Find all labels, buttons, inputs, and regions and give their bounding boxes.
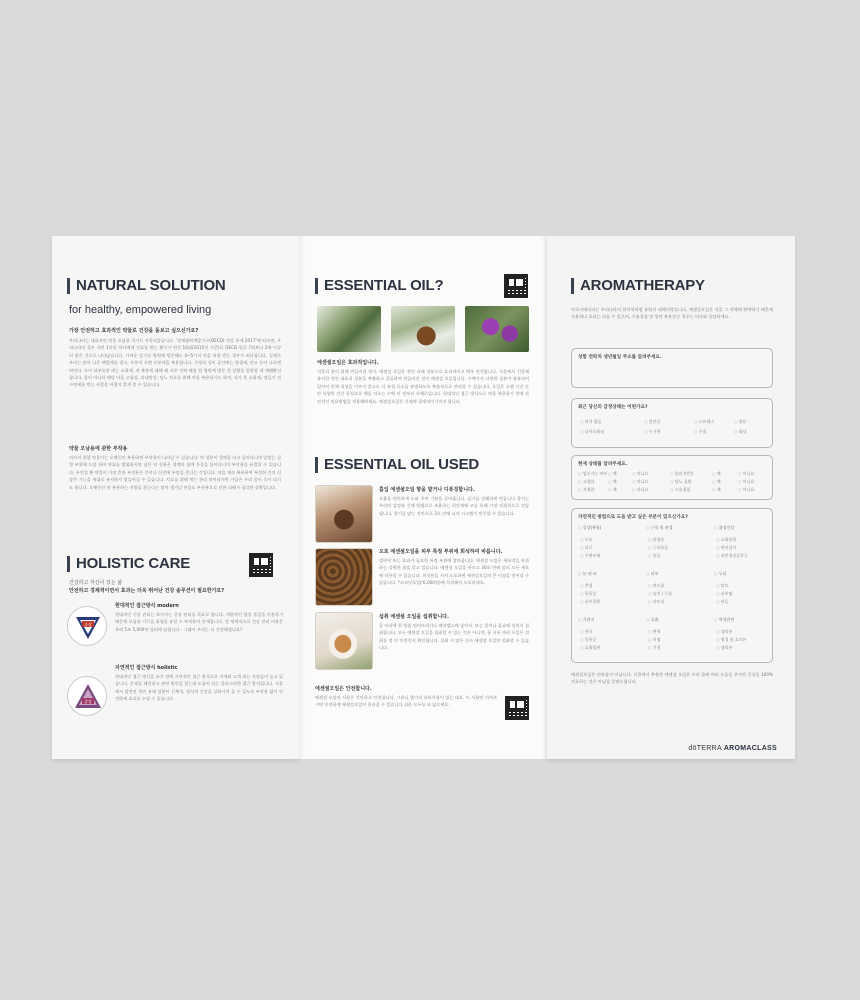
concern-option[interactable]: ○ 피로	[580, 545, 593, 551]
concern-option[interactable]: ○ 아토피	[648, 599, 664, 605]
status-label: ○ 고혈압	[578, 479, 594, 485]
herbs-photo	[317, 306, 381, 352]
use-ingest-title: 섭취 에센셜 오일을 섭취합니다.	[379, 614, 449, 620]
group-name: ○ 위장건강	[714, 525, 734, 531]
holistic-triangle-icon	[67, 676, 107, 716]
aromatherapy-heading: AROMATHERAPY	[571, 278, 705, 294]
concern-option[interactable]: ○ 호흡불편	[580, 645, 600, 651]
group-name: ○ 여성관련	[714, 617, 734, 623]
concerns-box[interactable]	[571, 508, 773, 663]
brand-sub: AROMACLASS	[723, 745, 777, 752]
concern-option[interactable]: ○ 관절통	[648, 537, 664, 543]
emotion-option[interactable]: ○ 우울	[694, 429, 707, 435]
ingest-photo	[315, 612, 373, 670]
status-no[interactable]: ○ 아니요	[738, 479, 754, 485]
status-title: 현재 상태를 알려주세요.	[578, 462, 628, 467]
group-name: ○ 일상(복합)	[578, 525, 601, 531]
status-label: ○ 당뇨 질환	[670, 479, 692, 485]
concern-option[interactable]: ○ 생리통	[716, 645, 732, 651]
status-yes[interactable]: ○ 예	[608, 487, 617, 493]
aromatherapy-intro: 아로마테라피는 우리나라의 한의학처럼 유럽의 대체의학입니다. 에센셜오일은 식물 그 자체에 완벽하기 때문에 사용하다 효과는 다를 수 있으며, 수술경험 및 양약 복용중인 경우는 의사와 상담하세요.	[571, 307, 773, 320]
status-yes[interactable]: ○ 예	[608, 479, 617, 485]
status-yes[interactable]: ○ 예	[712, 471, 721, 477]
concern-option[interactable]: ○ 피부질환	[580, 599, 600, 605]
status-no[interactable]: ○ 아니요	[632, 471, 648, 477]
safe-text: 에센셜 오일의 사용은 간단하고 안전합니다. 그러나 몇가지 유의사항이 있는 데요. 이 사항만 지켜주시면 안전하게 에센셜오일이 올라질 수 있습니다 쉬운 모두를 더 넓으세요.	[315, 695, 497, 708]
concern-option[interactable]: ○ 소화불량	[716, 537, 736, 543]
concern-option[interactable]: ○ 변비설사	[716, 545, 736, 551]
emotion-option[interactable]: ○ 의욕 없음	[580, 419, 602, 425]
group-name: ○ 호흡	[646, 617, 659, 623]
status-no[interactable]: ○ 아니요	[632, 479, 648, 485]
concern-option[interactable]: ○ 천식	[580, 629, 593, 635]
concern-option[interactable]: ○ 습진 / 무좀	[648, 591, 672, 597]
emotion-option[interactable]: ○ 스트레스	[694, 419, 714, 425]
emotion-option[interactable]: ○ 무기력	[644, 429, 660, 435]
inhale-photo	[315, 485, 373, 543]
group-name: ○ 피부	[646, 571, 659, 577]
status-no[interactable]: ○ 아니요	[632, 487, 648, 493]
concern-option[interactable]: ○ 수면부족	[580, 553, 600, 559]
effective-paragraph: 식물의 꽃이 위해 만들어낸 향기, 에센셜 오일은 천연 유래 성분으로 효과적이고 매우 안전합니다. 식물에서 건강에 유익한 천연 대표적 성분을 추출하고 증류하여 만들어진 것이 에센셜 오일입니다. 수백가지 다양한 성분이 함유되어 있어서 인체 내성을 키우지 않고도 각 유형 요소를 분별하도록 복합적으로 관리할 수 있습니다. 오일은 오랜 시간 동안 다양한 건강 목적으로 해를 자오는 수백 년 전부터 자체로입니다. 현대적인 접근 방식으로 약물 복용하기 전에 자연적인 치유방법을 적용해봐세요. 에센셜오일은 신체에 경제적이기까지 합니다.	[317, 369, 529, 404]
group-name: ○ 근육 및 관절	[646, 525, 673, 531]
personal-info-title: 성함 연락처 생년월일 주소를 알려주세요.	[578, 355, 662, 360]
side-effects-paragraph: 의사의 종합 약물이는 오랫동안 복용하면 부작용이 나타날 수 있습니다. 약 성분이 혈액을 타고 돌아다니며 알맞는 질병 부위에 도달 하여 약효를 발휘하지만 남은 약 성분은 혈액의 함께 온몸을 돌아다니며 부작용을 유발할 수 있습니다. 우연일 뿐 약물이 가장 흔한 부작용은 간이나 신장에 부담을 준다는 것입니다. 약을 계속 복용하여 특정한 간의 신장은 기능을 제대로 유지하지 힘들어질 수 있습니다. 치료를 위해 먹는 관리 약이라지만 가끔은 우리 몸이 독이 되기도 합니다. 오랫동안 약 복용하는 지방을 찾는다는 말이 생겨날 만큼도 부작용으로 인한 피해가 심각한 상황입니다.	[69, 455, 281, 490]
oil-bottle-photo	[391, 306, 455, 352]
use-topical-text: 발바닥 또는 효과가 필요한 특정 부위에 발라줍니다. 에센셜 오일은 세포막을 통과하는 강력한 힘을 갖고 있습니다. 에센셜 오일을 바르고 30초 만에 몸의 모든 세포에 작용할 수 있습니다. 희석용을 지켜 도포하면 에센셜오일의 큰 이점을 얻어낼 수 있습니다. *코코넛오일('6,000원)에 희석해서 도포하세요.	[379, 558, 529, 586]
essential-oil-used-heading: ESSENTIAL OIL USED	[315, 457, 479, 473]
concern-option[interactable]: ○ 피부염	[716, 591, 732, 597]
panel-natural-solution	[52, 236, 299, 759]
emotion-box[interactable]	[571, 398, 773, 448]
effective-lead: 에센셜오일은 효과적입니다.	[317, 360, 379, 366]
holistic-care-heading: HOLISTIC CARE	[67, 556, 190, 572]
concern-option[interactable]: ○ 충혈	[580, 583, 593, 589]
brand-logo	[688, 745, 777, 752]
holistic-lead-2: 안전하고 경제적이면서 효과는 더욱 뛰어난 건강 솔루션이 필요한가요?	[69, 588, 225, 594]
emotion-option[interactable]: ○ 날카로워짐	[580, 429, 604, 435]
disclaimer-text: 에센셜오일은 의약품이 아닙니다. 식물에서 추출한 에센셜 오일은 우리 몸에 여러 도움을 주지만 증상을 100% 치료하는 것은 아님을 알려드립니다.	[571, 672, 773, 685]
triangle-label-2: 증상	[84, 699, 92, 704]
concern-option[interactable]: ○ 과민성장증후군	[716, 553, 748, 559]
natural-solution-subtitle: for healthy, empowered living	[69, 304, 212, 316]
concern-option[interactable]: ○ 통증	[648, 553, 661, 559]
brand-main: dōTERRA	[688, 745, 722, 752]
use-inhale-title: 흡입 에센셜오일 향을 맡거나 디퓨징합니다.	[379, 487, 475, 493]
essential-oil-heading: ESSENTIAL OIL?	[315, 278, 443, 294]
concern-option[interactable]: ○ 두통	[580, 537, 593, 543]
holistic-text: 현대적인 접근 방식을 쓰기 전에 자연적인 접근 방식으로 자세와 고객 하는 자원들이 높고 있습니다. 문제를 해결하고 관련 원인을 찾는데 도움이 되는 홀리스틱한 접근 방식입니다. 식물에서 발견된 천연 유래 성분이 신체적, 정서적 건강을 강화시켜 줄 수 있도록 부작용 없이 안전하게 효과를 누릴 수 있습니다.	[115, 674, 283, 702]
concern-option[interactable]: ○ 면역	[648, 629, 661, 635]
status-yes[interactable]: ○ 예	[608, 471, 617, 477]
side-effects-lead: 약물 오남용에 관한 부작용	[69, 446, 128, 452]
qr-code-icon	[505, 696, 529, 720]
concern-option[interactable]: ○ 탈모	[716, 583, 729, 589]
status-no[interactable]: ○ 아니요	[738, 487, 754, 493]
intro-paragraph: 우리나라는 대표적인 약물 오남용 국가로 지목되었습니다. '경제협력개발기구(OECD) 건강 통계 2017'에 따르면, 우리나라의 경우 국민 1인당 의사에게 진료를 받는 횟수가 연간 16회(2015년 기준)로 OECD 평균 7회보다 2배 이상 더 많은 것으로 나타났습니다. 가벼운 감기로 병원에 방문해도 4~5가지 약을 처방 받는 경우가 허다합니다. 실제로 우리는 많이 나은 해열제를 찾고, 두통이 오면 두통약을 복용합니다. 가정의 상비 공간에는 항생제, 연고 등이 나오면 버린다, 속이 더부룩할 때는 소화제, 약 복용에 대해 꽤 자주 진짜 해결 원 병원에 방문 전 상황을 입원할 데 재해확인합니다. 몸이 아니라 해당 마음 고립감, 과대망상, 당뇨 치료를 위해 약을 복용하기도 하며, 식사 후 소화제, 정들기 전 수면제를 먹는 사람을 어렵지 않게 볼 수 있습니다.	[69, 338, 281, 388]
personal-info-box[interactable]	[571, 348, 773, 388]
concern-option[interactable]: ○ 목통증	[580, 591, 596, 597]
concern-option[interactable]: ○ 비듬	[716, 599, 729, 605]
qr-code-icon	[249, 553, 273, 577]
concern-option[interactable]: ○ 비염	[648, 637, 661, 643]
use-topical-title: 도포 에센셜오일을 피부 특정 부위에 희석하여 바릅니다.	[379, 549, 503, 555]
emotion-title: 최근 당신의 감정상태는 어떤가요?	[578, 405, 648, 410]
use-inhale-text: 호흡을 편안하게 도와 주며 기분을 끌어줍니다. 감기를 상쾌하게 만듭니다 향기는 우리의 감정과 신체 방법으로 조율하는 편안계에 코를 통해 가장 직접적으로 전달됩니다. 향기를 맡는 것만으로 3초 안에 뇌의 시스템이 반응할 수 있습니다.	[379, 496, 529, 516]
modern-label: 현대적인 접근방식 modern	[115, 603, 179, 609]
status-yes[interactable]: ○ 예	[712, 487, 721, 493]
use-ingest-text: 꿀 마파에 한 방울 떨어뜨리거나 베지캡스에 넣어서, 또는 물이나 음료에 섞어서 섭취합니다. 모든 에센셜 오일을 섭취할 수 있는 것은 아니며, 꿀 식용 마파 오일은 섭취를 정 안 안전인지 확인합니다. 섭취 시 많은 순수 에센셜 오일만 섭취할 수 있습니다.	[379, 623, 529, 651]
status-yes[interactable]: ○ 예	[712, 479, 721, 485]
holistic-label: 자연적인 접근방식 holistic	[115, 665, 178, 671]
status-box[interactable]	[571, 455, 773, 500]
modern-text: 현대적인 건강 관리는 보이지는 증상 관리를 목표로 합니다. 개별적인 합성 물질을 이용하기 때문에 오남용 가득을 위험을 유할 수 부작용이 존재합니다. 전 세계적으로 건강 관리 비용은 무려 5조 5,000억 달러에 달합니다 · 그래서 우리는 더 건강해졌나요?	[115, 612, 283, 632]
topical-photo	[315, 548, 373, 606]
safe-title: 에센셜오일은 안전합니다.	[315, 686, 372, 692]
qr-code-icon	[504, 274, 528, 298]
status-label: ○ 수술경험	[670, 487, 690, 493]
concern-option[interactable]: ○ 근육통증	[648, 545, 668, 551]
concern-option[interactable]: ○ 기침	[648, 645, 661, 651]
natural-solution-heading: NATURAL SOLUTION	[67, 278, 226, 294]
flower-photo	[465, 306, 529, 352]
status-label: ○ 임신가능 여부	[578, 471, 607, 477]
emotion-option[interactable]: ○ 흥분	[734, 419, 747, 425]
status-no[interactable]: ○ 아니요	[738, 471, 754, 477]
concern-option[interactable]: ○ 여드름	[648, 583, 664, 589]
emotion-option[interactable]: ○ 불안감	[644, 419, 660, 425]
concern-option[interactable]: ○ 월경 및 호르몬	[716, 637, 747, 643]
holistic-lead-1: 건강하고 자신이 있는 삶	[69, 580, 123, 586]
group-name: ○ 기관지	[578, 617, 594, 623]
group-name: ○ 두피	[714, 571, 727, 577]
status-label: ○ 저혈압	[578, 487, 594, 493]
concerns-title: 자연적인 방법으로 도움 받고 싶은 부분이 있으신가요?	[578, 515, 688, 520]
concern-option[interactable]: ○ 생리통	[716, 629, 732, 635]
panel-essential-oil	[299, 236, 547, 759]
intro-lead: 가장 안전하고 효과적인 약물로 건강을 돌보고 싶으신가요?	[69, 328, 199, 334]
group-name: ○ 눈·귀·코	[578, 571, 597, 577]
panel-aromatherapy	[547, 236, 795, 759]
triangle-label: 증상	[84, 622, 92, 627]
concern-option[interactable]: ○ 목통증	[580, 637, 596, 643]
emotion-option[interactable]: ○ 화남	[734, 429, 747, 435]
status-label: ○ 알러지반응	[670, 471, 694, 477]
modern-triangle-icon	[67, 606, 107, 646]
